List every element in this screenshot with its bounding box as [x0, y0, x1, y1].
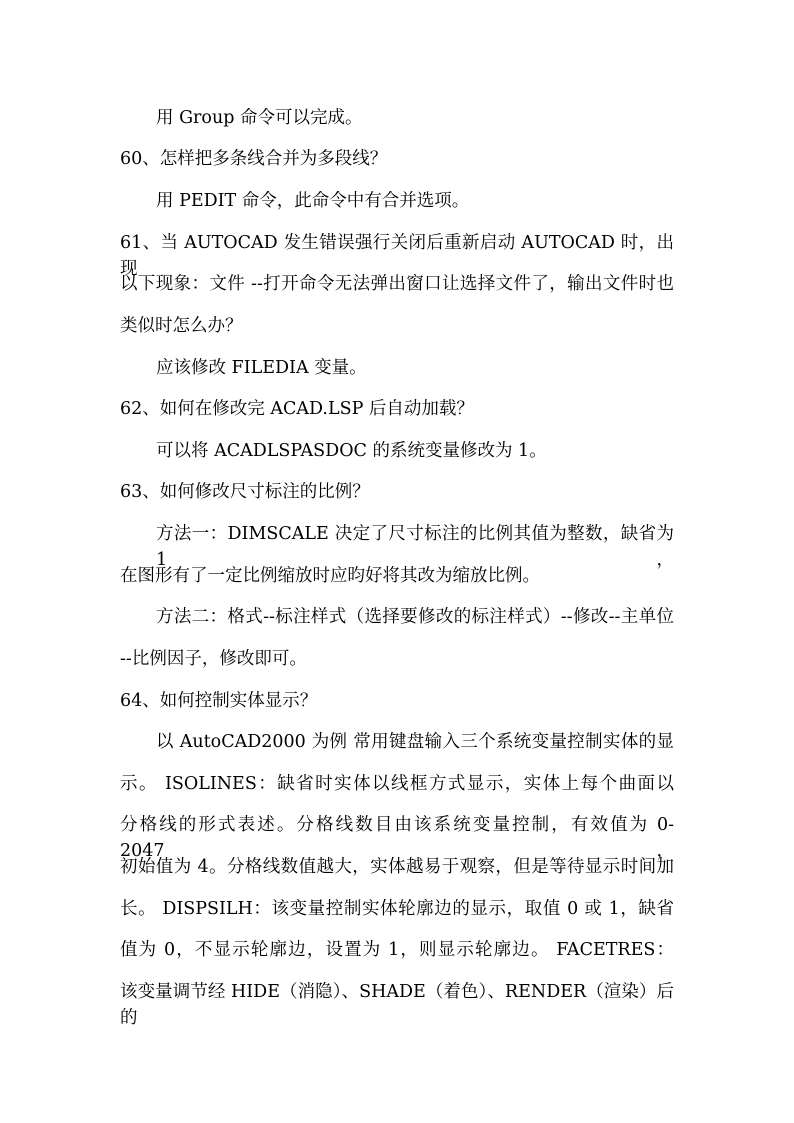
answer-line: 在图形有了一定比例缩放时应昀好将其改为缩放比例。 [120, 566, 540, 586]
question-heading: 62、如何在修改完 ACAD.LSP 后自动加载？ [120, 399, 474, 419]
question-heading: 60、怎样把多条线合并为多段线？ [120, 149, 388, 169]
answer-line: 值为 0，不显示轮廓边，设置为 1，则显示轮廓边。 FACETRES： [120, 940, 674, 960]
answer-line: 该变量调节经 HIDE（消隐）、SHADE（着色）、RENDER（渲染）后的 [120, 982, 674, 1028]
paragraph-line: 用 Group 命令可以完成。 [156, 108, 363, 128]
answer-line: 初始值为 4。分格线数值越大，实体越易于观察，但是等待显示时间加 [120, 857, 674, 877]
question-heading: 64、如何控制实体显示？ [120, 691, 318, 711]
question-heading: 61、当 AUTOCAD 发生错误强行关闭后重新启动 AUTOCAD 时，出现 [120, 233, 674, 279]
answer-line: 以 AutoCAD2000 为例 常用键盘输入三个系统变量控制实体的显 [156, 732, 674, 752]
answer-line: 应该修改 FILEDIA 变量。 [156, 358, 367, 378]
question-line: 以下现象：文件 --打开命令无法弹出窗口让选择文件了，输出文件时也 [120, 274, 674, 294]
answer-line: 分格线的形式表述。分格线数目由该系统变量控制，有效值为 0-2047， [120, 815, 674, 861]
answer-line: 长。 DISPSILH：该变量控制实体轮廓边的显示，取值 0 或 1，缺省 [120, 899, 674, 919]
question-heading: 63、如何修改尺寸标注的比例？ [120, 482, 370, 502]
answer-line: 用 PEDIT 命令，此命令中有合并选项。 [156, 191, 470, 211]
answer-line: --比例因子，修改即可。 [120, 649, 307, 669]
answer-line: 可以将 ACADLSPASDOC 的系统变量修改为 1。 [156, 441, 547, 461]
answer-line: 方法二：格式--标注样式（选择要修改的标注样式）--修改--主单位 [156, 607, 674, 627]
answer-line: 方法一：DIMSCALE 决定了尺寸标注的比例其值为整数，缺省为 1， [156, 524, 674, 570]
answer-line: 示。 ISOLINES：缺省时实体以线框方式显示，实体上每个曲面以 [120, 774, 674, 794]
question-line: 类似时怎么办？ [120, 316, 243, 336]
